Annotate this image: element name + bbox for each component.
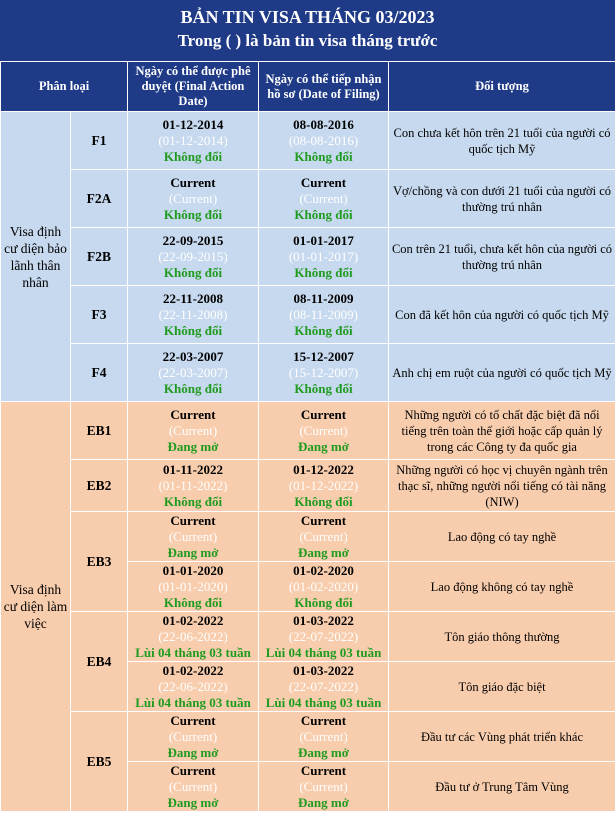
- previous-date: (15-12-2007): [288, 364, 359, 380]
- previous-date: (22-11-2008): [158, 306, 228, 322]
- previous-date: (Current): [168, 528, 218, 544]
- status-text: Đang mở: [298, 794, 349, 810]
- final-action-cell: [128, 562, 259, 612]
- previous-date: (Current): [299, 422, 348, 438]
- status-text: Không đổi: [163, 264, 223, 280]
- status-text: Không đổi: [163, 148, 223, 164]
- filing-cell: [259, 112, 389, 170]
- current-date: Current: [300, 406, 347, 422]
- current-date: 01-03-2022: [293, 612, 354, 628]
- filing-cell: [259, 712, 389, 762]
- current-date: Current: [300, 712, 347, 728]
- target-description: Lao động không có tay nghề: [389, 562, 615, 612]
- previous-date: (01-11-2022): [158, 477, 228, 493]
- current-date: Current: [300, 512, 347, 528]
- current-date: 22-11-2008: [163, 290, 223, 306]
- visa-table: [0, 61, 615, 812]
- bulletin-banner: [0, 0, 615, 61]
- status-text: Không đổi: [163, 380, 223, 396]
- target-description: Tôn giáo đặc biệt: [389, 662, 615, 712]
- filing-cell: [259, 170, 389, 228]
- final-action-cell: [128, 762, 259, 812]
- group-label: Visa định cư diện làm việc: [1, 402, 71, 812]
- table-row: [1, 112, 615, 170]
- table-row: [1, 460, 615, 512]
- current-date: 01-11-2022: [163, 461, 223, 477]
- bulletin-subtitle: Trong ( ) là bản tin visa tháng trước: [177, 31, 438, 50]
- current-date: 22-09-2015: [162, 232, 224, 248]
- status-text: Không đổi: [163, 594, 223, 610]
- visa-code: F2B: [71, 228, 128, 286]
- previous-date: (08-08-2016): [288, 132, 359, 148]
- bulletin-title: BẢN TIN VISA THÁNG 03/2023: [180, 7, 435, 27]
- filing-cell: [259, 762, 389, 812]
- previous-date: (Current): [299, 190, 348, 206]
- visa-code: EB5: [71, 712, 128, 812]
- table-row: [1, 228, 615, 286]
- final-action-cell: [128, 612, 259, 662]
- current-date: 01-01-2020: [162, 562, 224, 578]
- current-date: Current: [300, 174, 347, 190]
- status-text: Không đổi: [294, 493, 353, 509]
- status-text: Không đổi: [294, 594, 353, 610]
- visa-code: EB2: [71, 460, 128, 512]
- current-date: Current: [170, 712, 216, 728]
- visa-code: F4: [71, 344, 128, 402]
- current-date: 08-11-2009: [293, 290, 354, 306]
- group-label: Visa định cư diện bảo lãnh thân nhân: [1, 112, 71, 402]
- previous-date: (01-12-2022): [288, 477, 359, 493]
- visa-code: F1: [71, 112, 128, 170]
- visa-code: EB3: [71, 512, 128, 612]
- status-text: Lùi 04 tháng 03 tuần: [265, 694, 382, 710]
- status-text: Không đổi: [163, 206, 223, 222]
- final-action-cell: [128, 344, 259, 402]
- previous-date: (22-07-2022): [288, 628, 359, 644]
- current-date: Current: [170, 406, 216, 422]
- status-text: Không đổi: [163, 322, 223, 338]
- visa-code: F2A: [71, 170, 128, 228]
- filing-cell: [259, 460, 389, 512]
- status-text: Lùi 04 tháng 03 tuần: [135, 644, 251, 660]
- current-date: 15-12-2007: [293, 348, 354, 364]
- current-date: 01-03-2022: [293, 662, 354, 678]
- header-filing: Ngày có thể tiếp nhận hồ sơ (Date of Filing): [259, 62, 389, 112]
- final-action-cell: [128, 512, 259, 562]
- filing-cell: [259, 512, 389, 562]
- current-date: Current: [300, 762, 347, 778]
- final-action-cell: [128, 712, 259, 762]
- table-row: [1, 612, 615, 662]
- table-row: [1, 712, 615, 762]
- current-date: 01-02-2022: [162, 662, 224, 678]
- target-description: Con đã kết hôn của người có quốc tịch Mỹ: [389, 286, 615, 344]
- status-text: Đang mở: [298, 744, 349, 760]
- target-description: Vợ/chồng và con dưới 21 tuổi của người có thường trú nhân: [389, 170, 615, 228]
- filing-cell: [259, 612, 389, 662]
- current-date: Current: [170, 512, 216, 528]
- filing-cell: [259, 402, 389, 460]
- final-action-cell: [128, 662, 259, 712]
- status-text: Không đổi: [294, 380, 353, 396]
- current-date: 01-12-2014: [162, 116, 224, 132]
- final-action-cell: [128, 170, 259, 228]
- previous-date: (22-06-2022): [158, 678, 228, 694]
- target-description: Đầu tư các Vùng phát triển khác: [389, 712, 615, 762]
- header-target: Đối tượng: [389, 62, 615, 112]
- previous-date: (Current): [299, 728, 348, 744]
- filing-cell: [259, 344, 389, 402]
- previous-date: (22-07-2022): [288, 678, 359, 694]
- status-text: Đang mở: [167, 744, 219, 760]
- status-text: Đang mở: [167, 544, 219, 560]
- final-action-cell: [128, 228, 259, 286]
- status-text: Lùi 04 tháng 03 tuần: [135, 694, 251, 710]
- final-action-cell: [128, 460, 259, 512]
- status-text: Đang mở: [298, 544, 349, 560]
- previous-date: (Current): [168, 728, 218, 744]
- target-description: Con chưa kết hôn trên 21 tuổi của người có quốc tịch Mỹ: [389, 112, 615, 170]
- status-text: Không đổi: [294, 264, 353, 280]
- target-description: Tôn giáo thông thường: [389, 612, 615, 662]
- target-description: Anh chị em ruột của người có quốc tịch Mỹ: [389, 344, 615, 402]
- table-row: [1, 286, 615, 344]
- previous-date: (01-01-2020): [158, 578, 228, 594]
- filing-cell: [259, 562, 389, 612]
- previous-date: (Current): [168, 422, 218, 438]
- visa-code: F3: [71, 286, 128, 344]
- current-date: 01-12-2022: [293, 461, 354, 477]
- status-text: Đang mở: [167, 438, 219, 454]
- status-text: Đang mở: [167, 794, 219, 810]
- previous-date: (01-02-2020): [288, 578, 359, 594]
- target-description: Lao động có tay nghề: [389, 512, 615, 562]
- table-row: [1, 170, 615, 228]
- previous-date: (Current): [299, 778, 348, 794]
- header-final-action: Ngày có thể được phê duyệt (Final Action Date): [128, 62, 259, 112]
- current-date: 08-08-2016: [293, 116, 354, 132]
- target-description: Đầu tư ở Trung Tâm Vùng: [389, 762, 615, 812]
- previous-date: (01-01-2017): [288, 248, 359, 264]
- status-text: Không đổi: [294, 206, 353, 222]
- previous-date: (01-12-2014): [158, 132, 228, 148]
- previous-date: (Current): [168, 190, 218, 206]
- status-text: Không đổi: [294, 322, 353, 338]
- target-description: Những người có tố chất đặc biệt đã nổi tiếng trên toàn thế giới hoặc cấp quản lý trong các Công ty đa quốc gia: [389, 402, 615, 460]
- header-category: Phân loại: [1, 62, 128, 112]
- table-row: [1, 344, 615, 402]
- current-date: 01-02-2022: [162, 612, 224, 628]
- status-text: Lùi 04 tháng 03 tuần: [265, 644, 382, 660]
- previous-date: (Current): [299, 528, 348, 544]
- previous-date: (Current): [168, 778, 218, 794]
- current-date: 01-02-2020: [293, 562, 354, 578]
- header-row: [1, 62, 615, 112]
- table-row: [1, 402, 615, 460]
- target-description: Những người có học vị chuyên ngành trên thạc sĩ, những người nổi tiếng có tài năng (NIW): [389, 460, 615, 512]
- current-date: 01-01-2017: [293, 232, 354, 248]
- status-text: Không đổi: [163, 493, 223, 509]
- status-text: Đang mở: [298, 438, 349, 454]
- table-row: [1, 512, 615, 562]
- previous-date: (22-09-2015): [158, 248, 228, 264]
- final-action-cell: [128, 402, 259, 460]
- previous-date: (08-11-2009): [289, 306, 358, 322]
- current-date: Current: [170, 174, 216, 190]
- filing-cell: [259, 662, 389, 712]
- current-date: 22-03-2007: [162, 348, 224, 364]
- previous-date: (22-06-2022): [158, 628, 228, 644]
- final-action-cell: [128, 112, 259, 170]
- target-description: Con trên 21 tuổi, chưa kết hôn của người có thường trú nhân: [389, 228, 615, 286]
- previous-date: (22-03-2007): [158, 364, 228, 380]
- filing-cell: [259, 228, 389, 286]
- status-text: Không đổi: [294, 148, 353, 164]
- filing-cell: [259, 286, 389, 344]
- visa-code: EB1: [71, 402, 128, 460]
- current-date: Current: [170, 762, 216, 778]
- visa-code: EB4: [71, 612, 128, 712]
- final-action-cell: [128, 286, 259, 344]
